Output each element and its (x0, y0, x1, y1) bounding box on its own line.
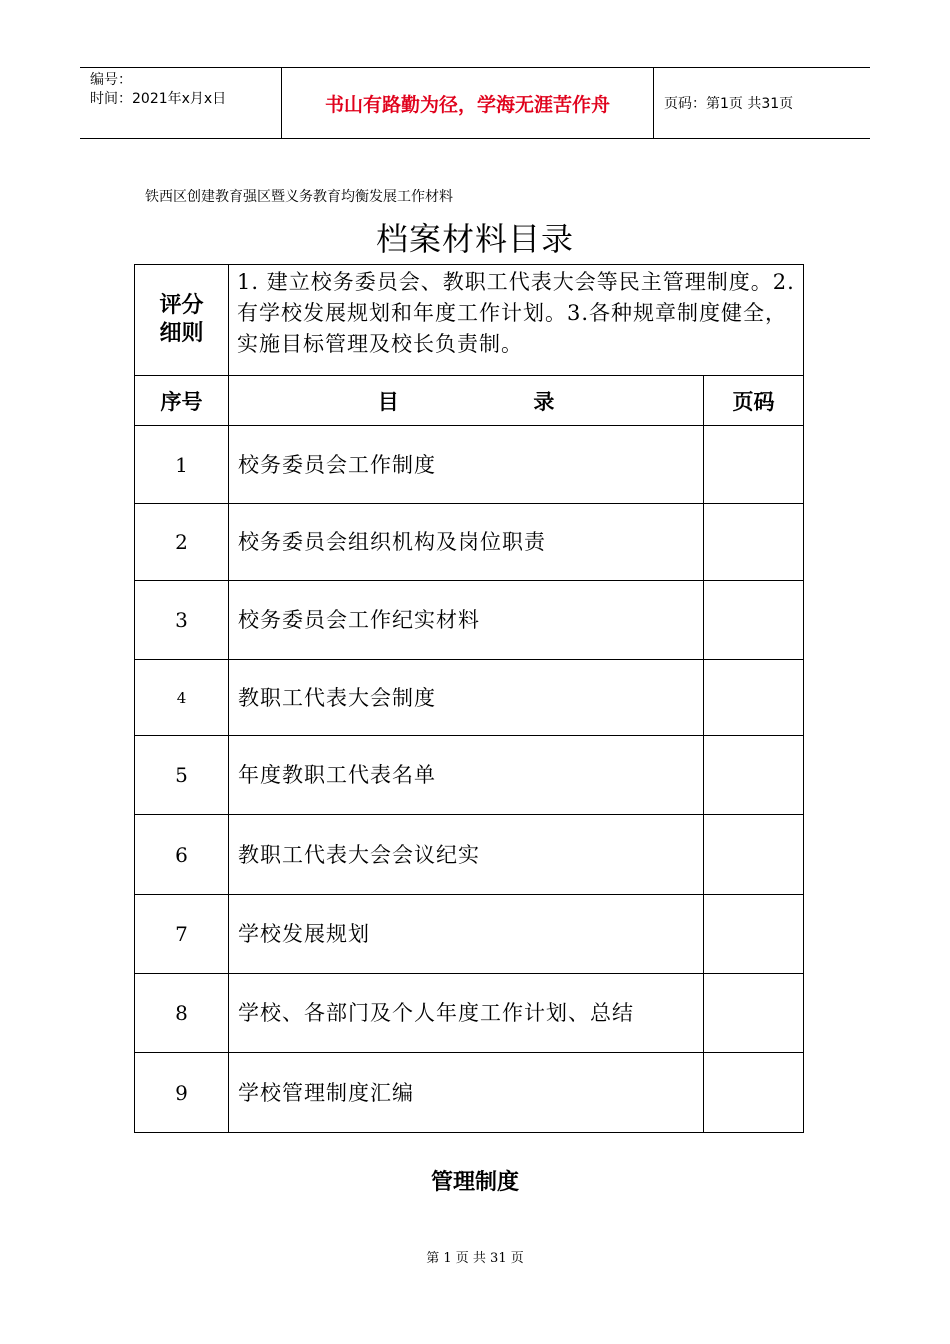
number-label: 编号： (90, 72, 132, 88)
row-page (704, 581, 804, 660)
row-page (704, 426, 804, 504)
row-number: 4 (135, 660, 229, 736)
row-page (704, 815, 804, 895)
table-header-row (135, 376, 804, 426)
row-number: 7 (135, 895, 229, 974)
row-page (704, 895, 804, 974)
time-label: 时间：2021年x月x日 (90, 91, 227, 107)
row-item: 校务委员会组织机构及岗位职责 (229, 504, 704, 581)
col-header-page: 页码 (704, 376, 804, 426)
table-row (135, 974, 804, 1053)
criteria-label: 评分 细则 (135, 265, 229, 376)
header-motto: 书山有路勤为径，学海无涯苦作舟 (282, 68, 654, 138)
table-row (135, 1053, 804, 1133)
row-number: 5 (135, 736, 229, 815)
row-item: 学校管理制度汇编 (229, 1053, 704, 1133)
row-number: 3 (135, 581, 229, 660)
row-page (704, 504, 804, 581)
table-row (135, 581, 804, 660)
row-item: 学校、各部门及个人年度工作计划、总结 (229, 974, 704, 1053)
header-page-label: 页码：第1页 共31页 (664, 96, 794, 112)
row-page (704, 736, 804, 815)
table-row (135, 736, 804, 815)
section-title: 管理制度 (430, 1170, 519, 1195)
document-title: 档案材料目录 (375, 220, 574, 258)
row-page (704, 660, 804, 736)
col-header-number: 序号 (135, 376, 229, 426)
row-item: 学校发展规划 (229, 895, 704, 974)
row-page (704, 974, 804, 1053)
table-row (135, 895, 804, 974)
row-number: 6 (135, 815, 229, 895)
col-header-catalog: 目 录 (229, 376, 704, 426)
row-number: 1 (135, 426, 229, 504)
page-header (80, 67, 870, 139)
row-number: 9 (135, 1053, 229, 1133)
row-item: 年度教职工代表名单 (229, 736, 704, 815)
header-meta (80, 68, 282, 138)
row-item: 教职工代表大会制度 (229, 660, 704, 736)
table-row (135, 660, 804, 736)
table-row (135, 426, 804, 504)
catalog-table (134, 264, 804, 1133)
row-number: 2 (135, 504, 229, 581)
criteria-text: 1. 建立校务委员会、教职工代表大会等民主管理制度。2.有学校发展规划和年度工作计划。3.各种规章制度健全，实施目标管理及校长负责制。 (229, 265, 804, 376)
table-row (135, 815, 804, 895)
row-item: 教职工代表大会会议纪实 (229, 815, 704, 895)
row-page (704, 1053, 804, 1133)
document-subtitle: 铁西区创建教育强区暨义务教育均衡发展工作材料 (145, 189, 453, 205)
table-row (135, 504, 804, 581)
row-number: 8 (135, 974, 229, 1053)
page-footer: 第 1 页 共 31 页 (426, 1251, 524, 1266)
criteria-row (135, 265, 804, 376)
row-item: 校务委员会工作纪实材料 (229, 581, 704, 660)
row-item: 校务委员会工作制度 (229, 426, 704, 504)
